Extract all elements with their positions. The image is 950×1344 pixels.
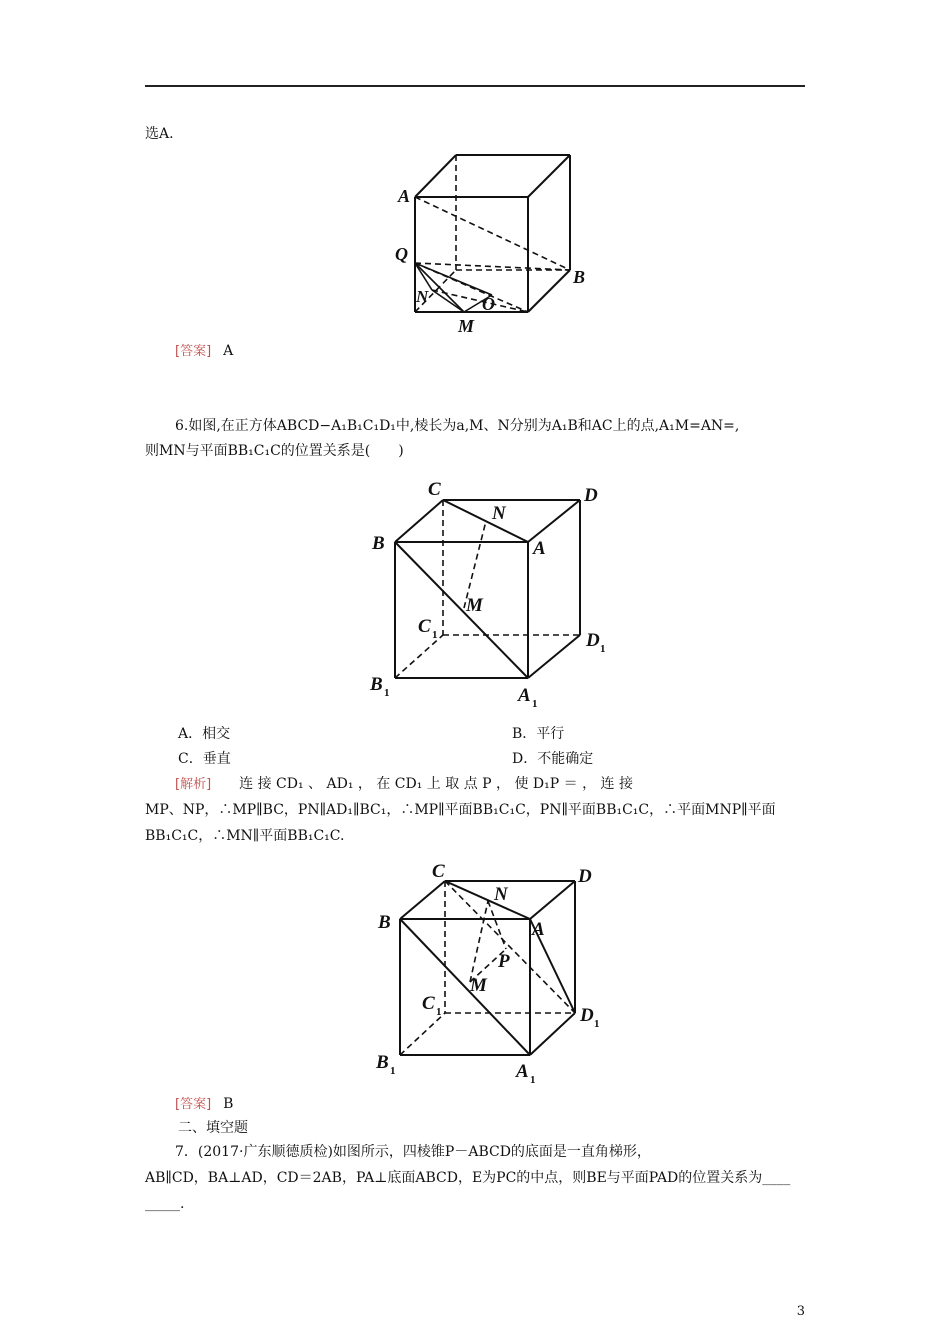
label-b1-sub: 1 xyxy=(390,1065,396,1077)
label-a1: A xyxy=(516,1061,529,1082)
label-m: M xyxy=(470,975,487,996)
label-d1: D xyxy=(580,1005,594,1026)
label-b: B xyxy=(378,912,391,933)
label-d: D xyxy=(578,866,592,887)
question-7-line2: AB∥CD，BA⊥AD，CD＝2AB，PA⊥底面ABCD，E为PC的中点，则BE与平面PAD的位置关系为____ xyxy=(145,1170,791,1186)
label-a1-sub: 1 xyxy=(530,1074,536,1085)
diagonal-ba1 xyxy=(395,542,528,678)
label-d1-sub: 1 xyxy=(600,643,606,655)
label-o: O xyxy=(482,294,495,314)
analysis-text-1: 连 接 CD₁ 、 AD₁ ， 在 CD₁ 上 取 点 P ， 使 D₁P ＝ ， 连 接 xyxy=(239,776,633,792)
edge xyxy=(530,1013,575,1055)
option-a: A．相交 xyxy=(178,726,231,742)
edge xyxy=(530,881,575,919)
label-d: D xyxy=(584,485,598,506)
analysis-line2: MP、NP，∴MP∥BC，PN∥AD₁∥BC₁，∴MP∥平面BB₁C₁C，PN∥平面BB₁C₁C，∴平面MNP∥平面 xyxy=(145,802,776,818)
label-n: N xyxy=(492,503,506,524)
edge xyxy=(528,500,580,542)
label-a: A xyxy=(532,919,545,940)
section-heading: 二、填空题 xyxy=(178,1120,248,1136)
diagonal-ab xyxy=(415,197,570,270)
label-n: N xyxy=(494,884,508,905)
header-rule xyxy=(145,85,805,87)
label-q: Q xyxy=(395,244,408,264)
segment-qb xyxy=(415,263,570,270)
label-n: N xyxy=(416,287,429,306)
question-7-line3: _____. xyxy=(145,1196,185,1212)
analysis-line3: BB₁C₁C，∴MN∥平面BB₁C₁C. xyxy=(145,828,345,844)
option-c: C．垂直 xyxy=(178,751,231,767)
diagonal-ca xyxy=(443,500,528,542)
segment-nm xyxy=(432,290,464,312)
previous-answer-text: 选A. xyxy=(145,126,174,142)
label-b1-sub: 1 xyxy=(384,687,390,699)
edge xyxy=(528,155,570,197)
edge xyxy=(400,881,445,919)
question-6-line2: 则MN与平面BB₁C₁C的位置关系是( ) xyxy=(145,443,404,459)
label-c1-sub: 1 xyxy=(432,629,438,641)
label-d1: D xyxy=(586,630,600,651)
question-6-line1: 6.如图,在正方体ABCD−A₁B₁C₁D₁中,棱长为a,M、N分别为A₁B和AC上的点,A₁M=AN=, xyxy=(175,418,740,434)
label-b: B xyxy=(573,267,586,287)
hidden-edge xyxy=(395,635,443,678)
figure-cube-2 xyxy=(360,470,620,710)
analysis-label: [解析] xyxy=(175,777,212,792)
option-b: B．平行 xyxy=(512,726,565,742)
label-b1: B xyxy=(370,674,383,695)
answer-label: [答案] xyxy=(175,344,212,359)
label-a: A xyxy=(398,186,411,206)
label-a1-sub: 1 xyxy=(532,698,538,710)
answer-label-2: [答案] xyxy=(175,1097,212,1112)
diagonal-ba1 xyxy=(400,919,530,1055)
segment-mn xyxy=(470,901,488,982)
edge xyxy=(395,500,443,542)
hidden-edge xyxy=(400,1013,445,1055)
edge xyxy=(528,635,580,678)
option-d: D．不能确定 xyxy=(512,751,594,767)
answer-value-2: B xyxy=(223,1096,234,1112)
label-b1: B xyxy=(376,1052,389,1073)
analysis-line1 xyxy=(175,774,633,795)
label-m: M xyxy=(466,595,483,616)
label-b: B xyxy=(372,533,385,554)
answer-2 xyxy=(175,1094,233,1115)
answer-value: A xyxy=(223,343,234,359)
diagonal-ca xyxy=(445,881,530,919)
figure-cube-1 xyxy=(380,145,610,340)
page-number: 3 xyxy=(796,1304,805,1319)
label-c1: C xyxy=(418,616,431,637)
segment-cd1 xyxy=(445,881,575,1013)
figure-cube-3 xyxy=(360,855,620,1085)
label-a: A xyxy=(533,538,546,559)
answer-1 xyxy=(175,341,233,362)
segment-np xyxy=(488,901,506,949)
edge xyxy=(528,270,570,312)
question-7-line1: 7．(2017·广东顺德质检)如图所示，四棱锥P－ABCD的底面是一直角梯形， xyxy=(175,1144,651,1160)
label-c: C xyxy=(432,861,445,882)
label-c1-sub: 1 xyxy=(436,1006,442,1018)
label-a1: A xyxy=(518,685,531,706)
label-p: P xyxy=(498,951,510,972)
label-c: C xyxy=(428,479,441,500)
label-d1-sub: 1 xyxy=(594,1018,600,1030)
edge xyxy=(415,155,456,197)
label-m: M xyxy=(458,316,475,336)
label-c1: C xyxy=(422,993,435,1014)
